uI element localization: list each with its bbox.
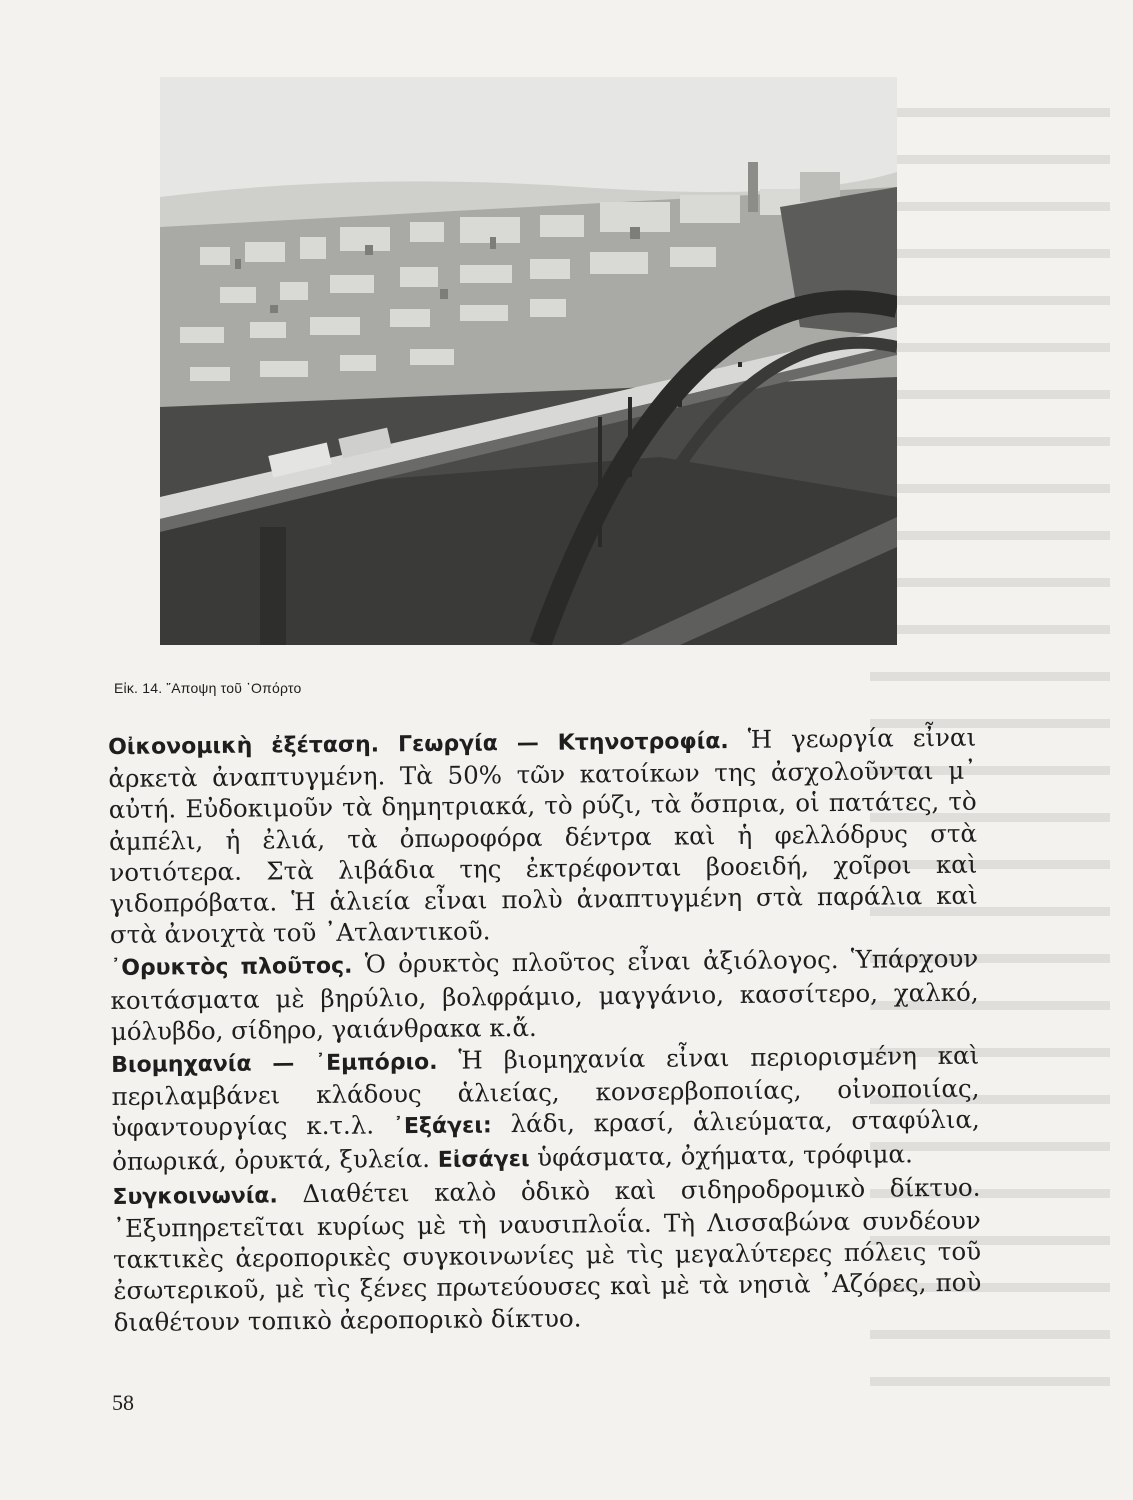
- body-text: [108, 722, 982, 1339]
- text-minerals: Ὁ ὀρυκτὸς πλοῦτος εἶναι ἀξιόλογος. Ὑπάρχουν κοιτάσματα μὲ βηρύλιο, βολφράμιο, μαγγάνιο, κασσίτερο, χαλκό, μόλυβδο, σίδηρο, γαιάνθρακα κ.ἄ.: [110, 944, 979, 1046]
- heading-minerals: ᾿Ορυκτὸς πλοῦτος.: [110, 954, 353, 982]
- text-exports: λάδι, κρασί, ἁλιεύματα, σταφύλια, ὀπωρικά, ὀρυκτά, ξυλεία.: [111, 1105, 980, 1176]
- heading-industry: Βιομηχανία — ᾿Εμπόριο.: [111, 1049, 438, 1079]
- heading-economy: Οἰκονομικὴ ἐξέταση. Γεωργία — Κτηνοτροφία.: [108, 729, 729, 760]
- paragraph-transport: [112, 1171, 981, 1337]
- heading-exports: ᾿Εξάγει:: [392, 1113, 492, 1140]
- heading-transport: Συγκοινωνία.: [112, 1183, 278, 1210]
- paragraph-industry: [111, 1040, 980, 1179]
- text-transport: Διαθέτει καλὸ ὁδικὸ καὶ σιδηροδρομικὸ δίκτυο. ᾿Εξυπηρετεῖται κυρίως μὲ τὴ ναυσιπλοΐα. Τὴ Λισσαβώνα συνδέουν τακτικὲς ἀεροπορικὲς συγκοινωνίες μὲ τὶς μεγαλύτερες πόλεις τοῦ ἐσωτερικοῦ, μὲ τὶς ξένες πρωτεύουσες καὶ μὲ τὰ νησιὰ ᾿Αζόρες, ποὺ διαθέτουν τοπικὸ ἀεροπορικὸ δίκτυο.: [112, 1172, 982, 1337]
- heading-imports: Εἰσάγει: [437, 1146, 530, 1173]
- text-economy: Ἡ γεωργία εἶναι ἀρκετὰ ἀναπτυγμένη. Τὰ 50% τῶν κατοίκων της ἀσχολοῦνται μ᾿ αὐτή. Εὐδοκιμοῦν τὰ δημητριακά, τὸ ρύζι, τὰ ὄσπρια, οἱ πατάτες, τὸ ἀμπέλι, ἡ ἐλιά, τὰ ὀπωροφόρα δέντρα καὶ ἡ φελλόδρυς στὰ νοτιότερα. Στὰ λιβάδια της ἐκτρέφονται βοοειδή, χοῖροι καὶ γιδοπρόβατα. Ἡ ἁλιεία εἶναι πολὺ ἀναπτυγμένη στὰ παράλια καὶ στὰ ἀνοιχτὰ τοῦ ᾿Ατλαντικοῦ.: [108, 722, 978, 950]
- text-industry: Ἡ βιομηχανία εἶναι περιορισμένη καὶ περιλαμβάνει κλάδους ἁλιείας, κονσερβοποιίας, οἰνοποιίας, ὑφαντουργίας κ.τ.λ.: [111, 1040, 980, 1143]
- city-bridge-photo: [160, 77, 897, 645]
- paragraph-economy: [108, 722, 978, 951]
- page-number: 58: [112, 1390, 134, 1415]
- figure-caption: Εἰκ. 14. ῎Αποψη τοῦ ᾿Οπόρτο: [114, 680, 302, 696]
- text-imports: ὑφάσματα, ὀχήματα, τρόφιμα.: [529, 1138, 913, 1172]
- paragraph-minerals: [110, 943, 979, 1047]
